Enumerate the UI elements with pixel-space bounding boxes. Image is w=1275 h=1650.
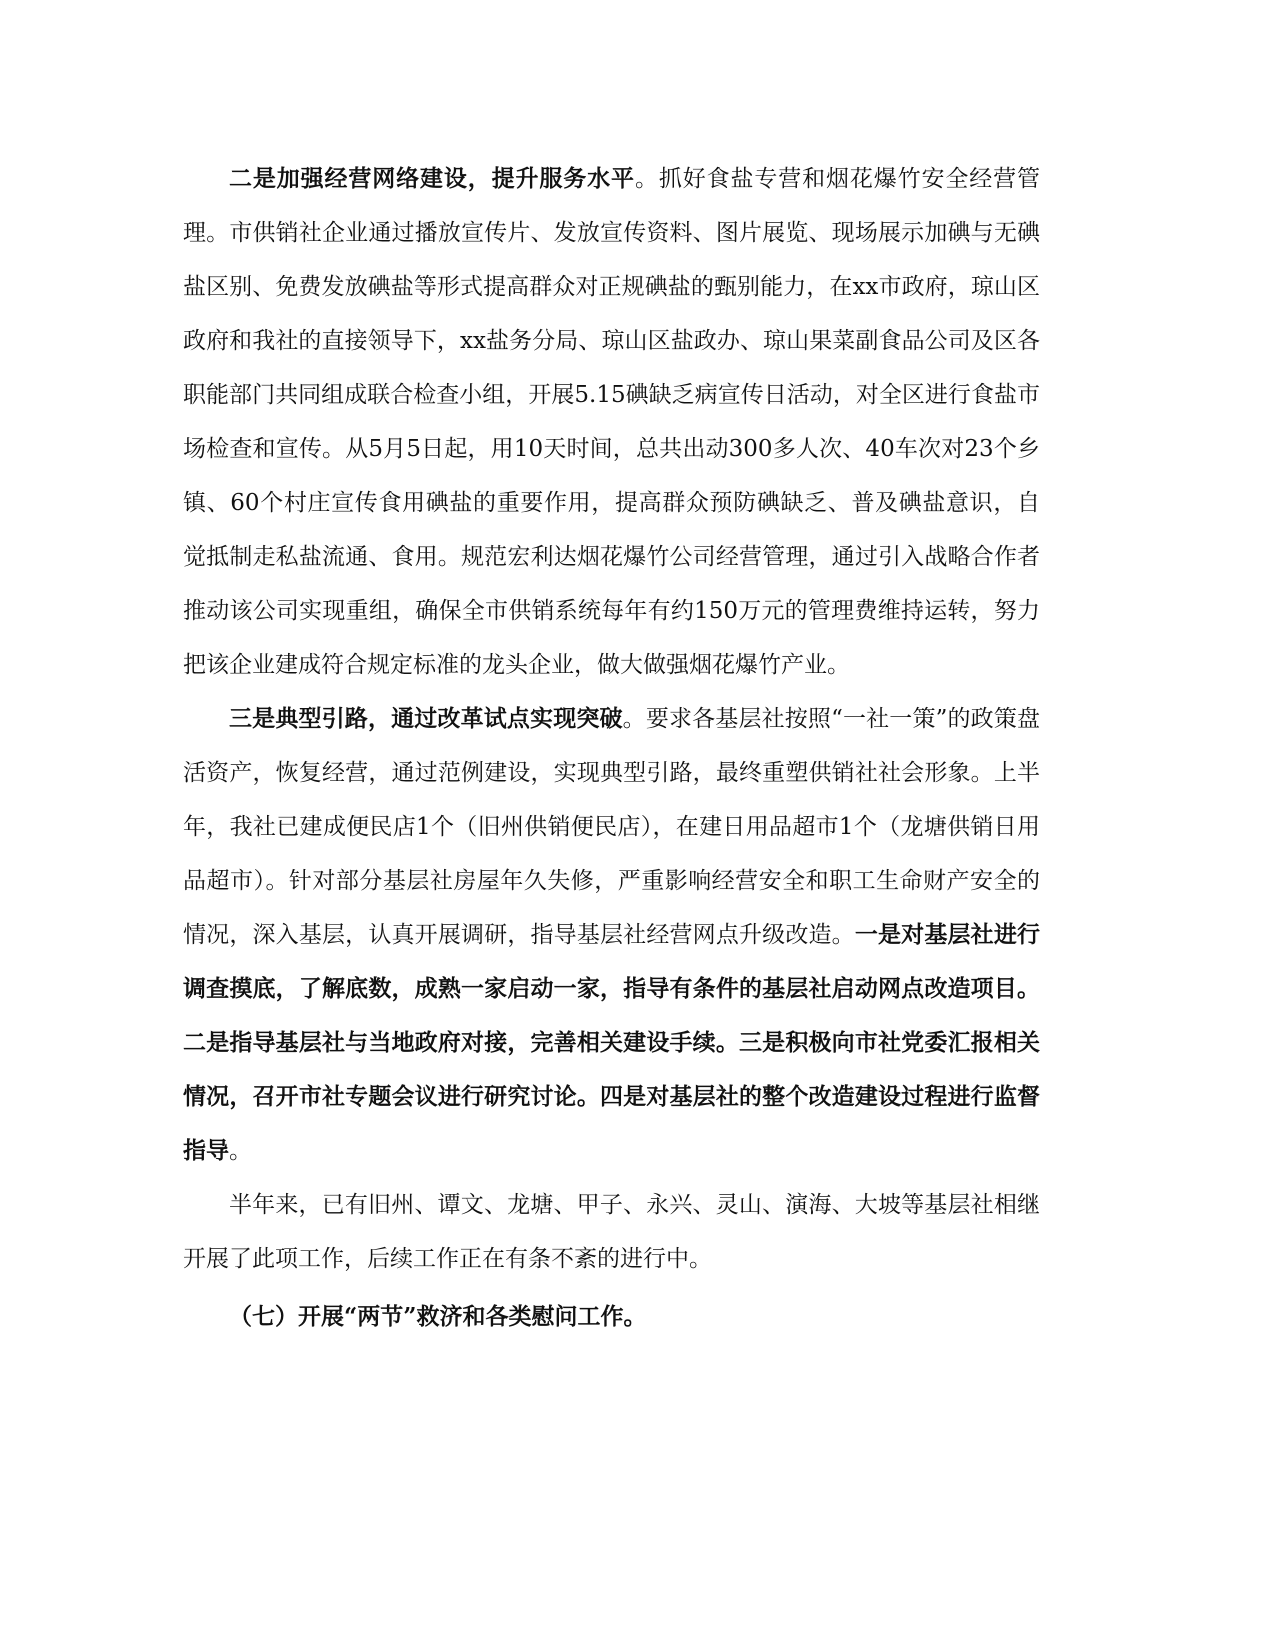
paragraph-lead: 二是加强经营网络建设，提升服务水平 <box>229 165 635 192</box>
paragraph-bold-tail: 一是对基层社进行调查摸底，了解底数，成熟一家启动一家，指导有条件的基层社启动网点改造项目。二是指导基层社与当地政府对接，完善相关建设手续。三是积极向市社党委汇报相关情况，召开市社专题会议进行研究讨论。四是对基层社的整个改造建设过程进行监督指导 <box>183 921 1041 1164</box>
tail-punctuation: 。 <box>229 1138 252 1164</box>
paragraph-network-building <box>183 152 1040 692</box>
paragraph-body: 要求各基层社按照“一社一策”的政策盘活资产，恢复经营，通过范例建设，实现典型引路，最终重塑供销社社会形象。上半年，我社已建成便民店1个（旧州供销便民店），在建日用品超市1个（龙塘供销日用品超市）。针对部分基层社房屋年久失修，严重影响经营安全和职工生命财产安全的情况，深入基层，认真开展调研，指导基层社经营网点升级改造。 <box>183 706 1040 948</box>
section-heading-text: （七）开展“两节”救济和各类慰问工作。 <box>229 1303 647 1330</box>
paragraph-body: 抓好食盐专营和烟花爆竹安全经营管理。市供销社企业通过播放宣传片、发放宣传资料、图片展览、现场展示加碘与无碘盐区别、免费发放碘盐等形式提高群众对正规碘盐的甄别能力，在xx市政府，琼山区政府和我社的直接领导下，xx盐务分局、琼山区盐政办、琼山果菜副食品公司及区各职能部门共同组成联合检查小组，开展5.15碘缺乏病宣传日活动，对全区进行食盐市场检查和宣传。从5月5日起，用10天时间，总共出动300多人次、40车次对23个乡镇、60个村庄宣传食用碘盐的重要作用，提高群众预防碘缺乏、普及碘盐意识，自觉抵制走私盐流通、食用。规范宏利达烟花爆竹公司经营管理，通过引入战略合作者推动该公司实现重组，确保全市供销系统每年有约150万元的管理费维持运转，努力把该企业建成符合规定标准的龙头企业，做大做强烟花爆竹产业。 <box>183 166 1041 678</box>
lead-punctuation: 。 <box>622 706 646 732</box>
lead-punctuation: 。 <box>634 166 659 192</box>
paragraph-lead: 三是典型引路，通过改革试点实现突破 <box>229 705 623 732</box>
paragraph-typical-guidance <box>183 692 1040 1178</box>
section-heading <box>183 1290 1040 1344</box>
paragraph-body: 半年来，已有旧州、谭文、龙塘、甲子、永兴、灵山、演海、大坡等基层社相继开展了此项工作，后续工作正在有条不紊的进行中。 <box>183 1192 1040 1272</box>
paragraph-half-year-progress <box>183 1178 1040 1286</box>
